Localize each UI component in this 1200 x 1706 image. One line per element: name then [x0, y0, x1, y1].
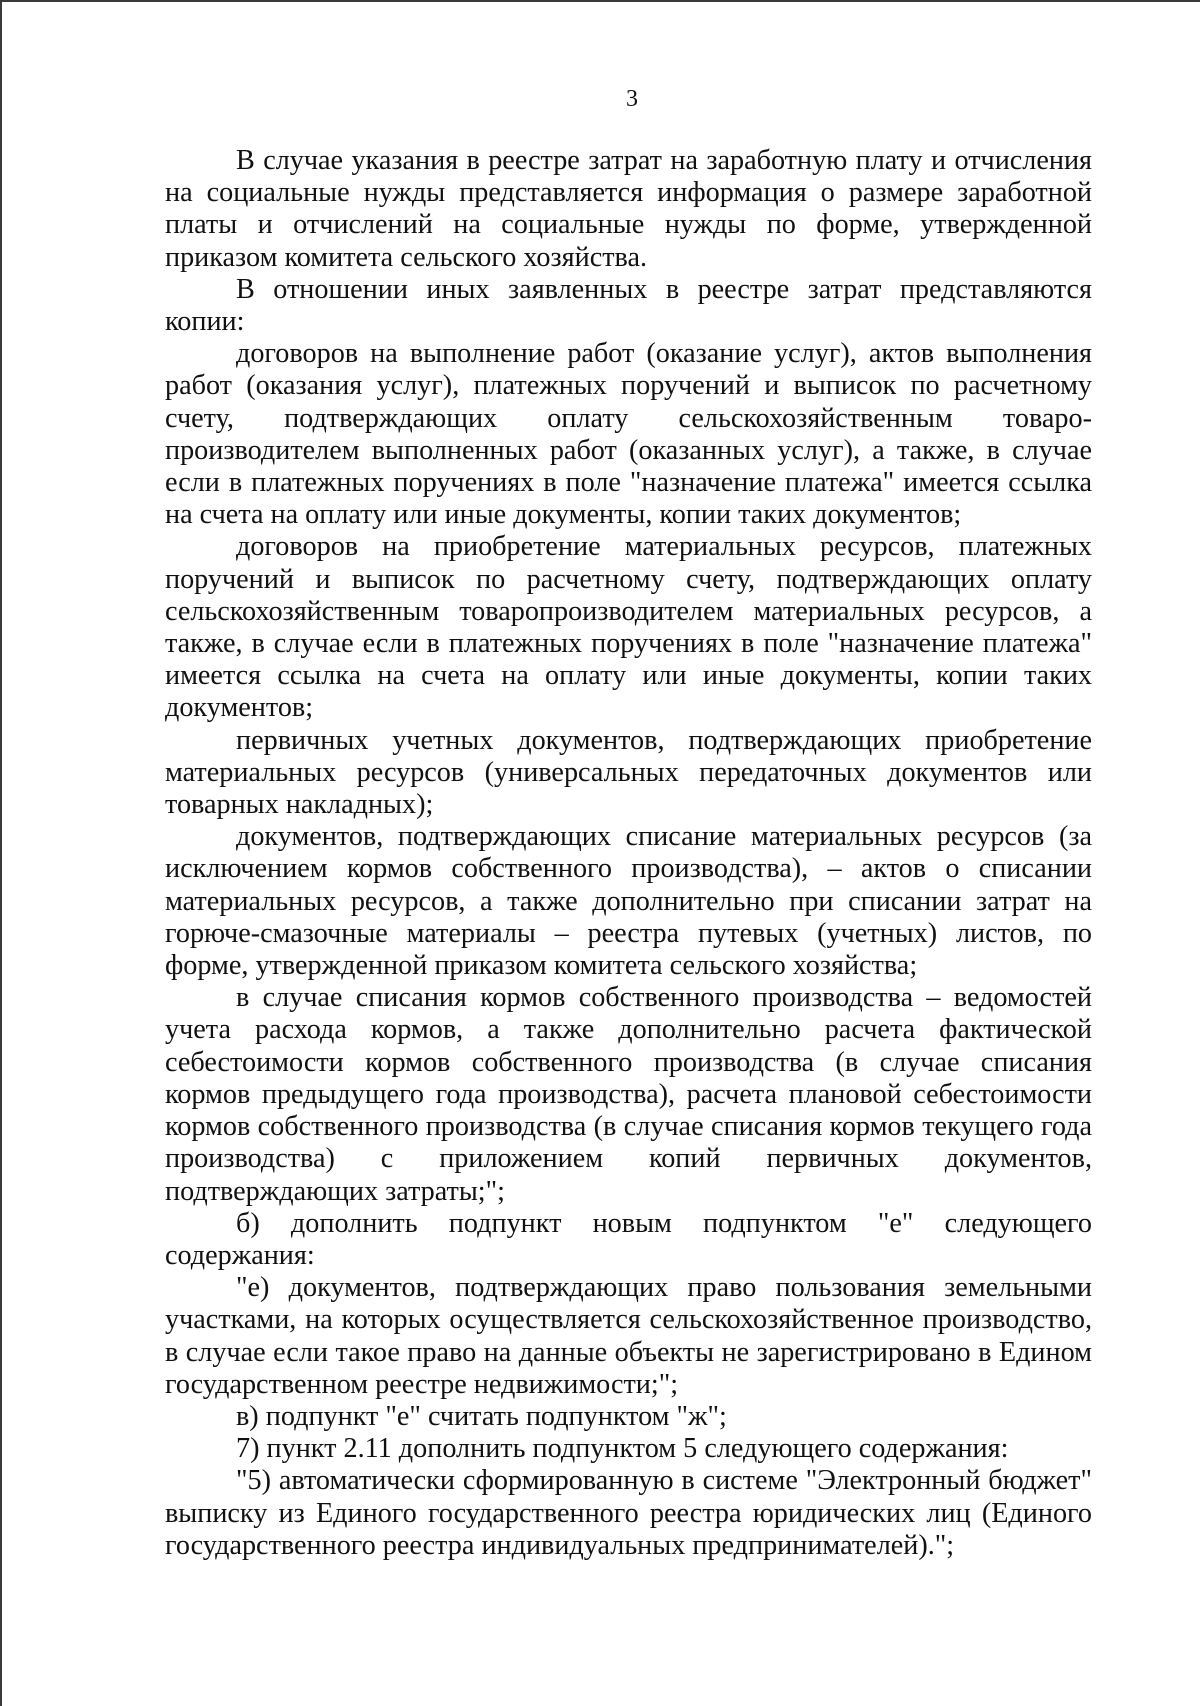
paragraph-subclause-e-land: "е) документов, подтверждающих право пользования земельными участками, на которых осуществляется сельскохозяйственное производство, в случае если такое право на данные объекты не зарегистрировано в Едином государственном реестре недвижимости;";: [165, 1272, 1092, 1400]
paragraph-work-contracts: договоров на выполнение работ (оказание услуг), актов выполнения работ (оказания услуг), платежных поручений и выписок по расчетному счету, подтверждающих оплату сельскохозяйственным товаро-производителем выполненных работ (оказанных услуг), а также, в случае если в платежных поручениях в поле "назначение платежа" имеется ссылка на счета на оплату или иные документы, копии таких документов;: [165, 338, 1092, 531]
paragraph-clause-7: 7) пункт 2.11 дополнить подпунктом 5 следующего содержания:: [236, 1433, 1009, 1465]
paragraph-subclause-5-egrul: "5) автоматически сформированную в системе "Электронный бюджет" выписку из Единого государственного реестра юридических лиц (Единого государственного реестра индивидуальных предпринимателей).";: [165, 1465, 1092, 1561]
paragraph-other-costs-intro: В отношении иных заявленных в реестре затрат представляются копии:: [165, 273, 1092, 338]
paragraph-salary-info: В случае указания в реестре затрат на заработную плату и отчисления на социальные нужды представляется информация о размере заработной платы и отчислений на социальные нужды по форме, утвержденной приказом комитета сельского хозяйства.: [165, 145, 1092, 273]
paragraph-subclause-v: в) подпункт "е" считать подпунктом "ж";: [236, 1400, 727, 1432]
paragraph-write-off-documents: документов, подтверждающих списание материальных ресурсов (за исключением кормов собственного производства), – актов о списании материальных ресурсов, а также дополнительно при списании затрат на горюче-смазочные материалы – реестра путевых (учетных) листов, по форме, утвержденной приказом комитета сельского хозяйства;: [165, 821, 1092, 982]
paragraph-subclause-b: б) дополнить подпункт новым подпунктом "е" следующего содержания:: [165, 1207, 1092, 1271]
page-number: 3: [626, 86, 638, 112]
paragraph-material-contracts: договоров на приобретение материальных ресурсов, платежных поручений и выписок по расчетному счету, подтверждающих оплату сельскохозяйственным товаропроизводителем материальных ресурсов, а также, в случае если в платежных поручениях в поле "назначение платежа" имеется ссылка на счета на оплату или иные документы, копии таких документов;: [165, 531, 1092, 724]
document-body: [165, 145, 1092, 1562]
paragraph-feed-write-off: в случае списания кормов собственного производства – ведомостей учета расхода кормов, а также дополнительно расчета фактической себестоимости кормов собственного производства (в случае списания кормов предыдущего года производства), расчета плановой себестоимости кормов собственного производства (в случае списания кормов текущего года производства) с приложением копий первичных документов, подтверждающих затраты;";: [165, 982, 1092, 1207]
paragraph-primary-documents: первичных учетных документов, подтверждающих приобретение материальных ресурсов (универсальных передаточных документов или товарных накладных);: [165, 724, 1092, 821]
